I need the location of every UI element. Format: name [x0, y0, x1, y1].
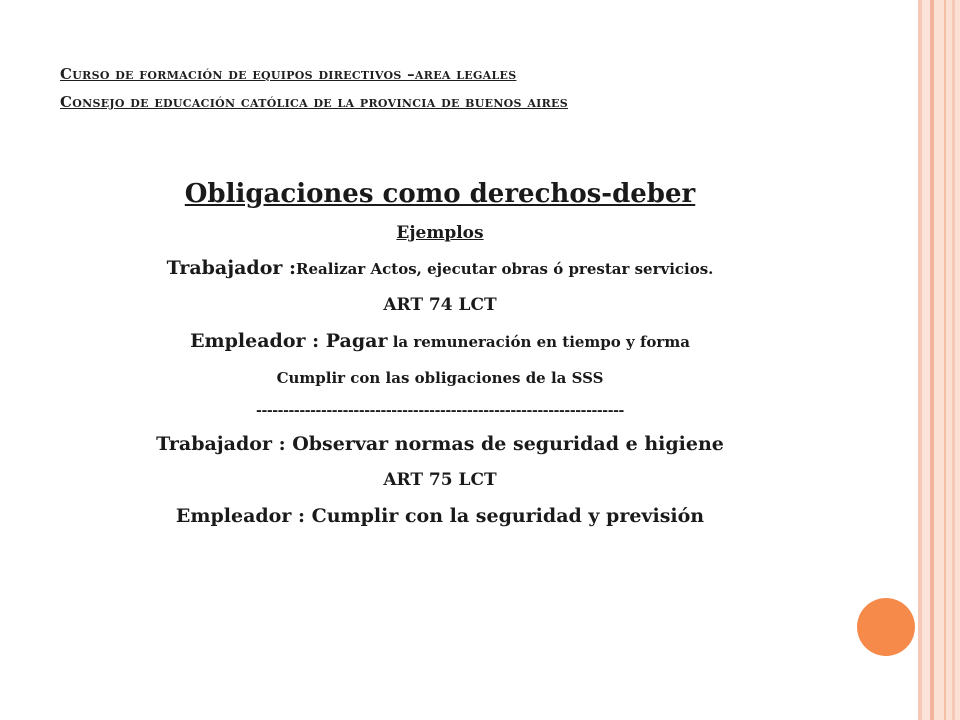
- slide-title: Obligaciones como derechos-deber: [184, 179, 696, 209]
- decorative-stripe: [934, 0, 960, 720]
- decorative-stripe: [944, 0, 946, 720]
- text-row-empleador-1: [40, 323, 840, 360]
- row-label: Trabajador :: [166, 257, 297, 279]
- row-text: la remuneración en tiempo y forma: [387, 333, 690, 351]
- text-row-art75: ART 75 LCT: [383, 470, 497, 490]
- header-line-council: Consejo de educación católica de la provincia de buenos aires: [60, 93, 568, 111]
- header-line-course: Curso de formación de equipos directivos –area legales: [60, 65, 517, 83]
- slide-subtitle: Ejemplos: [396, 223, 484, 243]
- slide-header: [60, 60, 880, 116]
- row-text: Realizar Actos, ejecutar obras ó prestar servicios.: [296, 260, 714, 278]
- text-row-trabajador-2: Trabajador : Observar normas de seguridad e higiene: [156, 433, 724, 455]
- separator-line: --------------------------------------------------------------------: [256, 403, 624, 419]
- decorative-circle-icon: [857, 598, 915, 656]
- text-row-sss: Cumplir con las obligaciones de la SSS: [276, 369, 604, 387]
- decorative-stripe: [922, 0, 930, 720]
- decorative-stripe: [952, 0, 955, 720]
- row-label: Empleador : Pagar: [190, 330, 388, 352]
- text-row-empleador-2: Empleador : Cumplir con la seguridad y previsión: [175, 505, 705, 527]
- text-row-art74: ART 74 LCT: [383, 295, 497, 315]
- slide-body: [40, 172, 840, 534]
- text-row-trabajador-1: [40, 250, 840, 287]
